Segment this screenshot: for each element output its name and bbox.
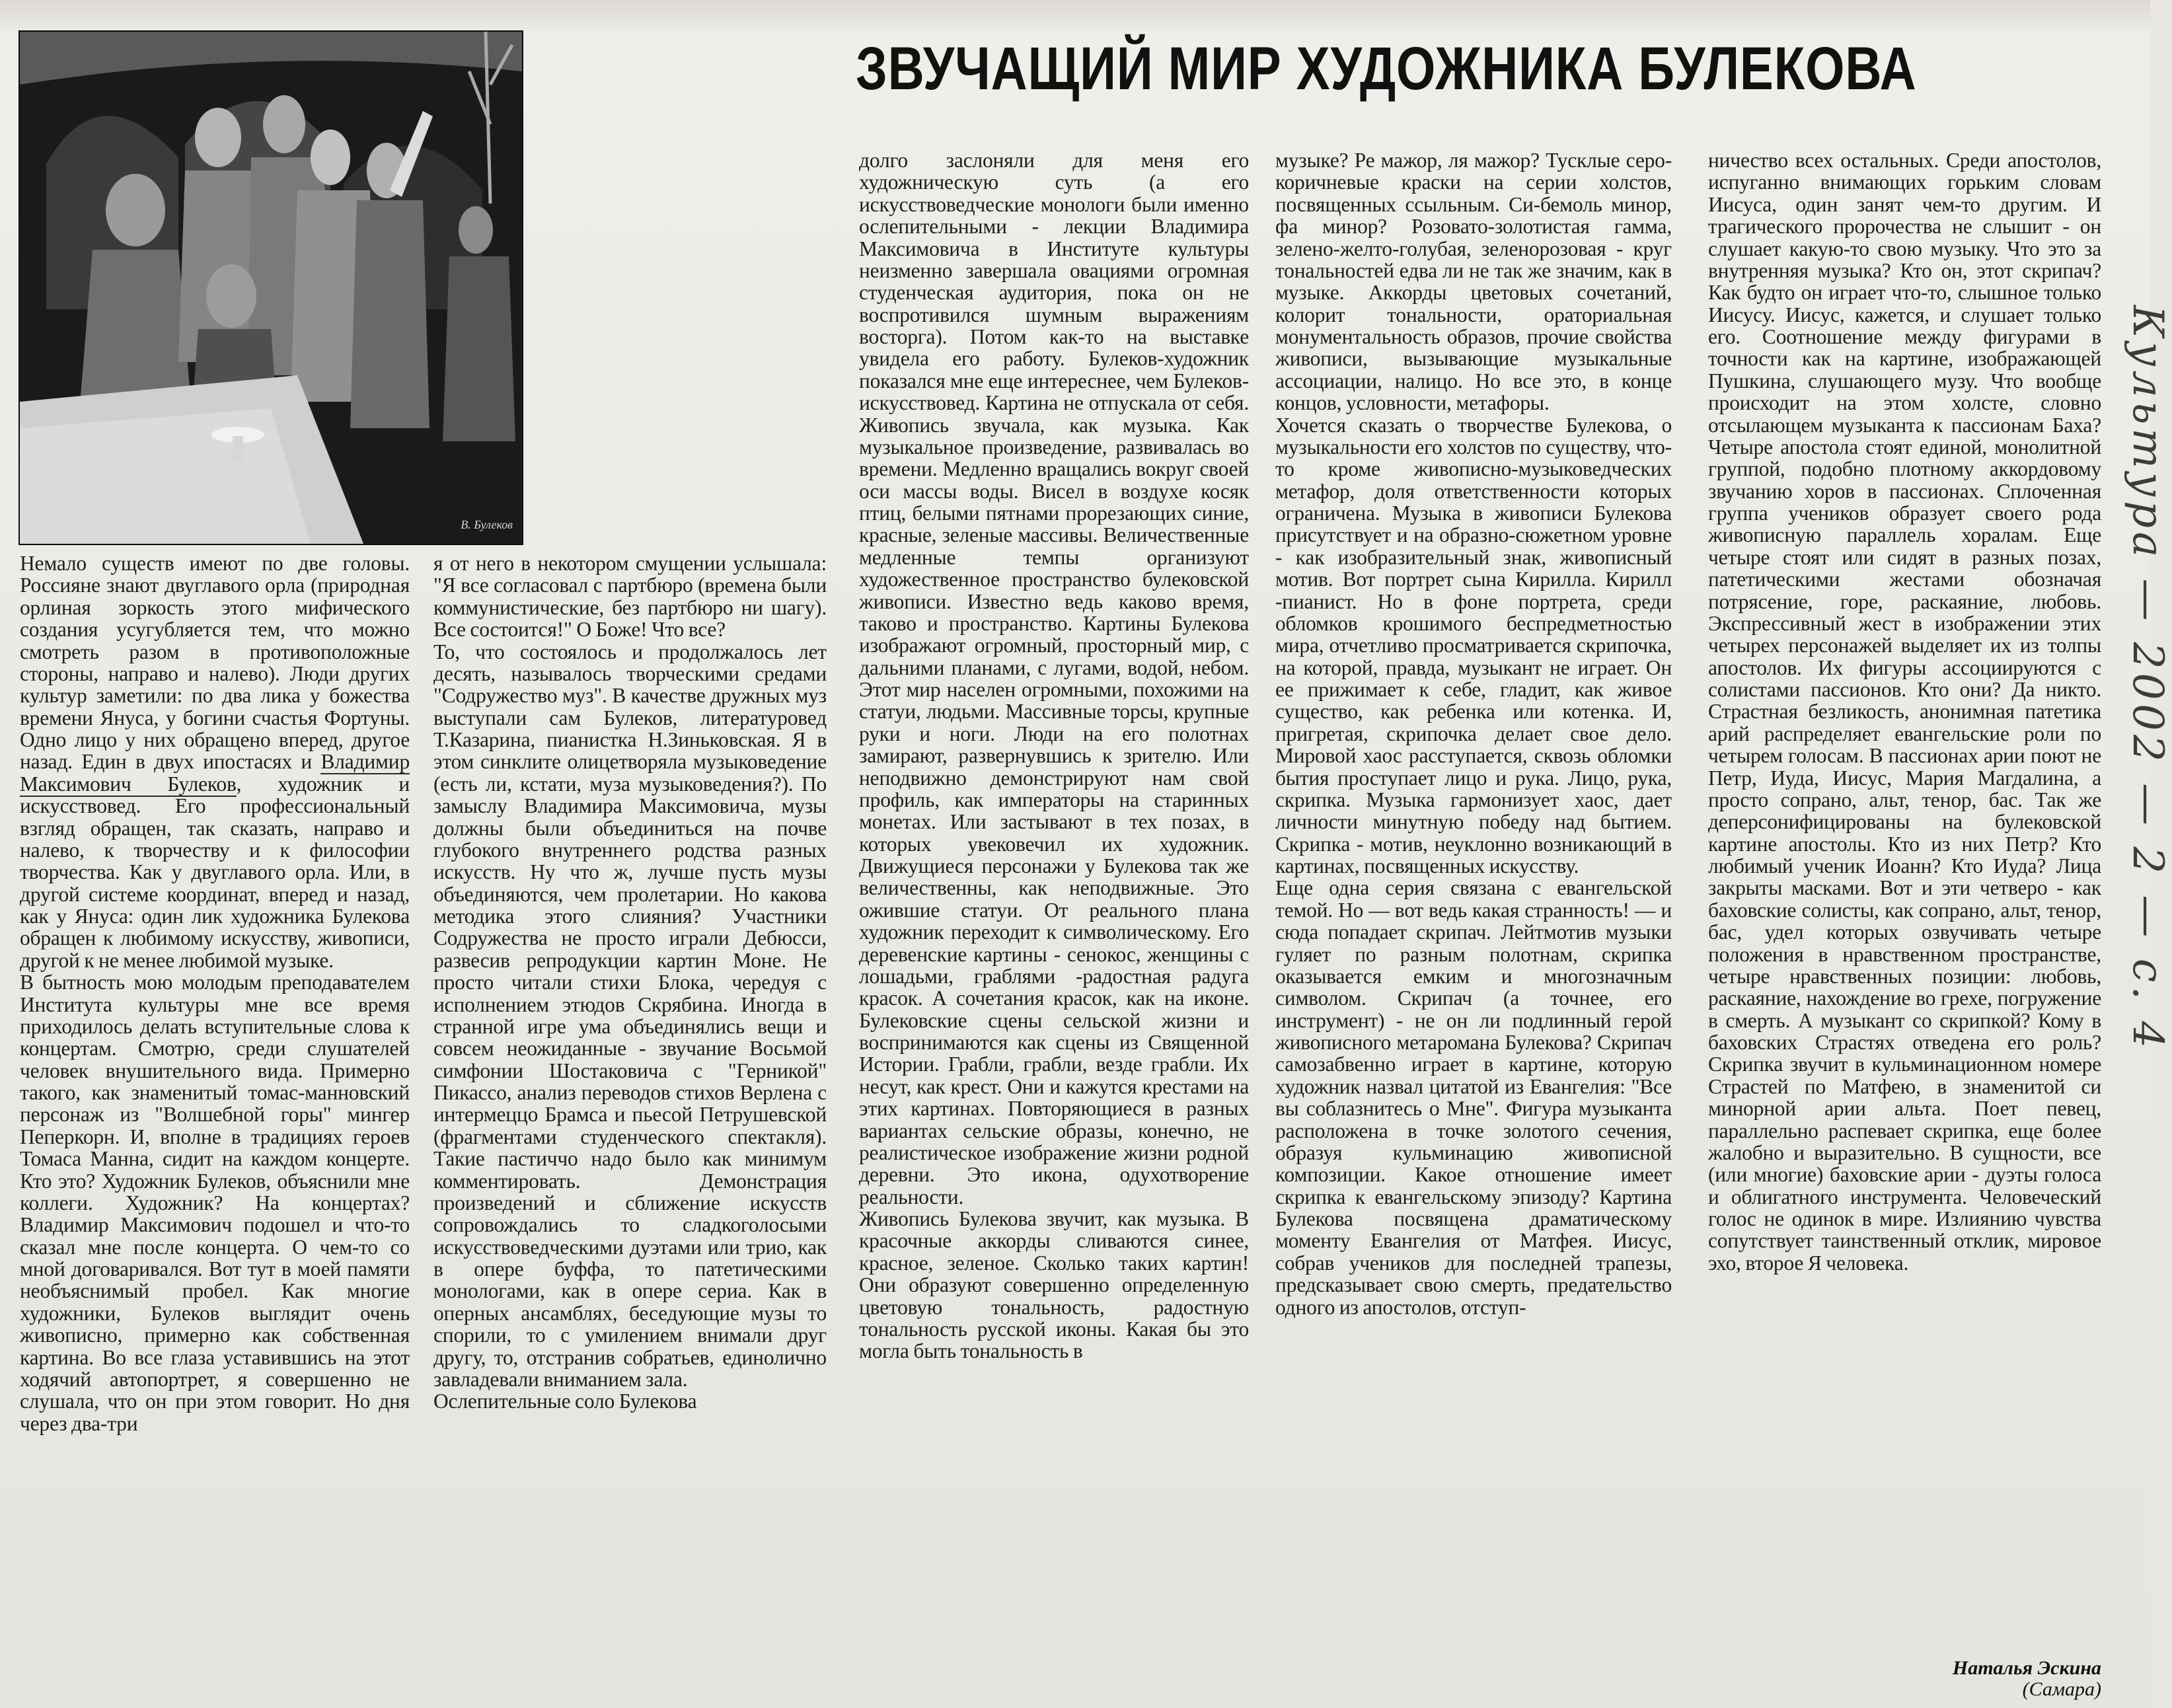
paragraph-text: , художник и искусствовед. Его профессиональный взгляд обращен, так сказать, направо и налево, к творчеству и к философии творчества. Как у двуглавого орла. Или, в другой системе координат, вперед и назад, как у Януса: один лик художника Булекова обращен к любимому искусству, живописи, другой к не менее любимой музыке. (20, 772, 410, 972)
author-byline (1771, 1658, 2101, 1699)
paragraph-text: Немало существ имеют по две головы. Россияне знают двуглавого орла (природная орлиная зоркость этого мифического создания усугубляется тем, что можно смотреть разом в противоположные стороны, направо и налево). Люди других культур заметили: по два лика у божества времени Януса, у богини счастья Фортуны. Одно лицо у них обращено вперед, другое назад. Един в двух ипостасях и (20, 552, 410, 774)
paragraph: Ослепительные соло Булекова (433, 1390, 697, 1413)
author-name: Наталья Эскина (1952, 1657, 2101, 1679)
paragraph: я от него в некотором смущении услышала: "Я все согласовал с партбюро (времена были коммунистические, без партбюро ни шагу). Все состоится!" О Боже! Что все? (433, 552, 827, 642)
paragraph: музыке? Ре мажор, ля мажор? Тусклые серо-коричневые краски на серии холстов, посвященных ссыльным. Си-бемоль минор, фа минор? Розовато-золотистая гамма, зелено-желто-голубая, зеленорозовая - круг тональностей едва ли не так же значим, как в музыке. Аккорды цветовых сочетаний, колорит тональности, ораториальная монументальность образов, прочие свойства живописи, вызывающие музыкальные ассоциации, налицо. Но все это, в конце концов, условности, метафоры. (1275, 149, 1672, 415)
painting-image (20, 32, 522, 544)
painting-illustration (19, 30, 523, 545)
paragraph (20, 552, 410, 971)
paragraph: Живопись Булекова звучит, как музыка. В красочные аккорды сливаются синее, красное, зеленое. Сколько таких картин! Они образуют совершенно определенную цветовую тональность, радостную тональность русской иконы. Какая бы это могла быть тональность в (859, 1207, 1249, 1363)
article-headline: ЗВУЧАЩИЙ МИР ХУДОЖНИКА БУЛЕКОВА (856, 35, 1917, 102)
handwritten-annotation (2101, 59, 2172, 1315)
painting-signature: В. Булеков (461, 518, 513, 531)
article-column-2 (433, 552, 827, 1413)
author-city: (Самара) (2022, 1678, 2101, 1700)
paragraph: То, что состоялось и продолжалось лет десять, называлось творческими средами "Содружество муз". В качестве дружных муз выступали сам Булеков, литературовед Т.Казарина, пианистка Н.Зиньковская. Я в этом синклите олицетворяла музыковедение (есть ли, кстати, муза музыковедения?). По замыслу Владимира Максимовича, музы должны были объединиться на почве глубокого внутреннего родства разных искусств. Ну что ж, лучше пусть музы объединяются, чем пролетарии. Но какова методика этого слияния? Участники Содружества не просто играли Дебюсси, развесив репродукции картин Моне. Не просто читали стихи Блока, чередуя с исполнением этюдов Скрябина. Иногда в странной игре ума объединялись вещи и совсем неожиданные - звучание Восьмой симфонии Шостаковича с "Герникой" Пикассо, анализ переводов стихов Верлена с интермеццо Брамса и пьесой Петрушевской (фрагментами студенческого спектакля). Такие пастиччо надо было как минимум комментировать. Демонстрация произведений и сближение искусств сопровождались то сладкоголосыми искусствоведческими дуэтами или трио, как в опере буффа, то патетическими монологами, как в опере сериа. Как в оперных ансамблях, беседующие музы то спорили, то с умилением внимали друг другу, то, отстранив собратьев, единолично завладевали вниманием зала. (433, 640, 827, 1391)
paragraph: Еще одна серия связана с евангельской темой. Но — вот ведь какая странность! — и сюда попадает скрипач. Лейтмотив музыки гуляет по разным полотнам, скрипка оказывается емким и многозначным символом. Скрипач (а точнее, его инструмент) - не он ли подлинный герой живописного метаромана Булекова? Скрипач самозабвенно играет в картине, которую художник назвал цитатой из Евангелия: "Все вы соблазнитесь о Мне". Фигура музыканта расположена в точке золотого сечения, образуя кульминацию живописной композиции. Какое отношение имеет скрипка к евангельскому эпизоду? Картина Булекова посвящена драматическому моменту Евангелия от Матфея. Иисус, собрав учеников для последней трапезы, предсказывает свою смерть, предательство одного из апостолов, отступ- (1275, 876, 1672, 1319)
paragraph: В бытность мою молодым преподавателем Института культуры мне все время приходилось делать вступительные слова к концертам. Смотрю, среди слушателей человек внушительного вида. Примерно такого, как знаменитый томас-манновский персонаж из "Волшебной горы" мингер Пеперкорн. И, вполне в традициях героев Томаса Манна, сидит на каждом концерте. Кто это? Художник Булеков, объяснили мне коллеги. Художник? На концертах? Владимир Максимович подошел и что-то сказал мне после концерта. О чем-то со мной договаривался. Вот тут в моей памяти необъяснимый пробел. Как многие художники, Булеков выглядит очень живописно, примерно как собственная картина. Во все глаза уставившись на этот ходячий автопортрет, я совершенно не слушала, что он при этом говорит. Но дня через два-три (20, 971, 410, 1435)
underlined-name: Владимир Максимович Булеков (20, 750, 410, 796)
paragraph: ничество всех остальных. Среди апостолов, испуганно внимающих горьким словам Иисуса, один занят чем-то другим. И трагического пророчества не слышит - он слушает какую-то свою музыку. Что это за внутренняя музыка? Кто он, этот скрипач? Как будто он играет что-то, слышное только Иисусу. Иисус, кажется, и слушает только его. Соотношение между фигурами в точности как на картине, изображающей Пушкина, слушающего музу. Что вообще происходит на этом холсте, словно отсылающем музыканта к пассионам Баха? Четыре апостола стоят единой, монолитной группой, подобно плотному аккордовому звучанию хоров в пассионах. Сплоченная группа учеников образует своего рода живописную параллель хоралам. Еще четыре стоят или сидят в разных позах, патетическими жестами обозначая потрясение, горе, раскаяние, любовь. Экспрессивный жест в изображении этих четырех персонажей выделяет их из толпы апостолов. Их фигуры ассоциируются с солистами пассионов. Кто они? Да никто. Страстная безликость, анонимная патетика арий распределяет евангельские роли по четырем голосам. В пассионах арии поют не Петр, Иуда, Иисус, Мария Магдалина, а просто сопрано, альт, тенор, бас. Так же деперсонифицированы на булековской картине апостолы. Кто из них Петр? Кто любимый ученик Иоанн? Кто Иуда? Лица закрыты масками. Вот и эти четверо - как баховские солисты, как сопрано, альт, тенор, бас, удел которых озвучивать четыре положения в нравственном пространстве, четыре нравственных позиции: любовь, раскаяние, нахождение во грехе, погружение в смерть. А музыкант со скрипкой? Кому в баховских Страстях отведена его роль? Скрипка звучит в кульминационном номере Страстей по Матфею, в знаменитой си минорной арии альта. Поет певец, параллельно распевает скрипка, еще более жалобно и выразительно. В сущности, все (или многие) баховские арии - дуэты голоса и облигатного инструмента. Человеческий голос не одинок в мире. Излиянию чувства сопутствует таинственный отклик, мировое эхо, второе Я человека. (1708, 149, 2101, 1275)
article-column-5 (1708, 149, 2101, 1274)
paragraph: Хочется сказать о творчестве Булекова, о музыкальности его холстов по существу, что-то кроме живописно-музыковедческих метафор, доля ответственности которых ограничена. Музыка в живописи Булекова присутствует и на образно-сюжетном уровне - как изобразительный знак, живописный мотив. Вот портрет сына Кирилла. Кирилл -пианист. Но в фоне портрета, среди обломков крошимого беспредметностью мира, отчетливо просматривается скрипочка, на которой, правда, музыкант не играет. Он ее прижимает к себе, гладит, как живое существо, как ребенка или котенка. И, пригретая, скрипочка делает свое дело. Мировой хаос расступается, сквозь обломки бытия проступает лицо и рука. Лицо, рука, скрипка. Музыка гармонизует хаос, дает личности минутную победу над бытием. Скрипка - мотив, неуклонно возникающий в картинах, посвященных искусству. (1275, 413, 1672, 877)
paragraph: долго заслоняли для меня его художническую суть (а его искусствоведческие монологи были именно ослепительными - лекции Владимира Максимовича в Институте культуры неизменно завершала овациями огромная студенческая аудитория, пока он не воспротивился шумным выражениям восторга). Потом как-то на выставке увидела его работу. Булеков-художник показался мне еще интереснее, чем Булеков-искусствовед. Картина не отпускала от себя. Живопись звучала, как музыка. Как музыкальное произведение, развивалась во времени. Медленно вращались вокруг своей оси массы воды. Висел в воздухе косяк птиц, белыми пятнами прорезающих синие, красные, зеленые массивы. Величественные медленные темпы организуют художественное пространство булековской живописи. Известно ведь каково время, таково и пространство. Картины Булекова изображают огромный, просторный мир, с дальними планами, с лугами, водой, небом. Этот мир населен огромными, похожими на статуи, людьми. Массивные торсы, крупные руки и ноги. Люди на его полотнах замирают, развернувшись к зрителю. Или неподвижно демонстрируют нам свой профиль, как императоры на старинных монетах. Или застывают в тех позах, в которых увековечил их художник. Движущиеся персонажи у Булекова так же величественны, как неподвижные. Это ожившие статуи. От реального плана художник переходит к символическому. Его деревенские картины - сенокос, женщины с лошадьми, граблями -радостная радуга красок. А сочетания красок, как на иконе. Булековские сцены сельской жизни и воспринимаются как сцены из Священной Истории. Грабли, грабли, везде грабли. Их несут, как крест. Они и кажутся крестами на этих картинах. Повторяющиеся в разных вариантах сельские образы, конечно, не реалистическое изображение жизни родной деревни. Это икона, одухотворение реальности. (859, 149, 1249, 1208)
previous-page-bleed (0, 0, 2150, 30)
article-column-1 (20, 552, 410, 1434)
article-column-3 (859, 149, 1249, 1362)
article-column-4 (1275, 149, 1672, 1318)
handwritten-note: Культура — 2002 — 2 — с. 4 (2123, 305, 2172, 1053)
